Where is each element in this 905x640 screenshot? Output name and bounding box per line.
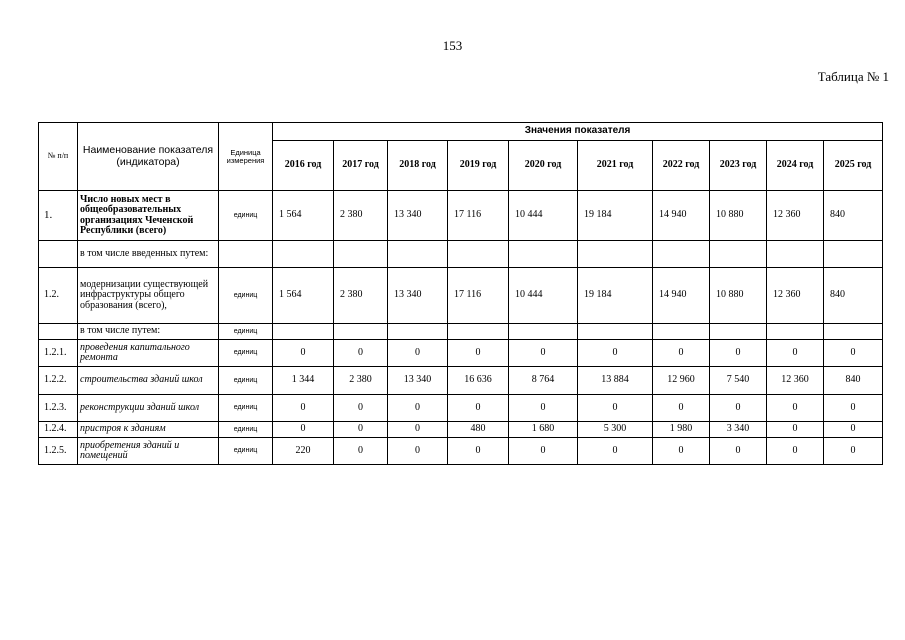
cell-value: 1 564: [273, 268, 334, 324]
cell-value: 10 444: [509, 268, 578, 324]
row-unit: единиц: [219, 395, 273, 422]
cell-value: 7 540: [710, 367, 767, 395]
row-unit: единиц: [219, 422, 273, 438]
cell-value: [653, 324, 710, 340]
cell-value: 0: [509, 395, 578, 422]
row-indicator-name: реконструкции зданий школ: [78, 395, 219, 422]
cell-value: 12 360: [767, 367, 824, 395]
row-number: 1.2.3.: [39, 395, 78, 422]
cell-value: 2 380: [334, 367, 388, 395]
row-indicator-name: в том числе введенных путем:: [78, 241, 219, 268]
row-indicator-name: приобретения зданий и помещений: [78, 438, 219, 465]
header-year: 2017 год: [334, 141, 388, 191]
cell-value: 480: [448, 422, 509, 438]
cell-value: 0: [334, 395, 388, 422]
header-year: 2023 год: [710, 141, 767, 191]
cell-value: 0: [388, 340, 448, 367]
row-number: 1.: [39, 191, 78, 241]
cell-value: 10 880: [710, 191, 767, 241]
row-unit: единиц: [219, 191, 273, 241]
cell-value: 0: [653, 340, 710, 367]
row-number: 1.2.: [39, 268, 78, 324]
cell-value: [578, 324, 653, 340]
cell-value: 12 360: [767, 268, 824, 324]
cell-value: [388, 324, 448, 340]
row-indicator-name: модернизации существующей инфраструктуры общего образования (всего),: [78, 268, 219, 324]
table-row: [39, 395, 883, 422]
cell-value: 0: [653, 438, 710, 465]
table-row: [39, 241, 883, 268]
cell-value: [824, 241, 883, 268]
cell-value: 0: [767, 422, 824, 438]
cell-value: 1 680: [509, 422, 578, 438]
cell-value: 14 940: [653, 268, 710, 324]
page-number: 153: [442, 38, 463, 53]
cell-value: [273, 324, 334, 340]
cell-value: 0: [578, 438, 653, 465]
cell-value: 0: [273, 395, 334, 422]
row-unit: единиц: [219, 268, 273, 324]
cell-value: [273, 241, 334, 268]
header-year: 2024 год: [767, 141, 824, 191]
cell-value: 840: [824, 191, 883, 241]
row-unit: [219, 241, 273, 268]
cell-value: [710, 324, 767, 340]
cell-value: 0: [767, 340, 824, 367]
row-indicator-name: строительства зданий школ: [78, 367, 219, 395]
table-row: [39, 422, 883, 438]
header-year: 2016 год: [273, 141, 334, 191]
cell-value: 13 340: [388, 367, 448, 395]
row-indicator-name: проведения капитального ремонта: [78, 340, 219, 367]
header-indicator-values: Значения показателя: [273, 123, 883, 141]
cell-value: 0: [710, 340, 767, 367]
cell-value: 13 340: [388, 191, 448, 241]
row-number: 1.2.4.: [39, 422, 78, 438]
table-label: Таблица № 1: [817, 69, 889, 84]
table-row: [39, 191, 883, 241]
cell-value: 0: [653, 395, 710, 422]
cell-value: 0: [334, 340, 388, 367]
cell-value: 10 444: [509, 191, 578, 241]
table-row: [39, 340, 883, 367]
header-year: 2020 год: [509, 141, 578, 191]
row-indicator-name: пристроя к зданиям: [78, 422, 219, 438]
cell-value: 12 960: [653, 367, 710, 395]
cell-value: 2 380: [334, 191, 388, 241]
cell-value: 13 340: [388, 268, 448, 324]
cell-value: 19 184: [578, 268, 653, 324]
cell-value: 840: [824, 367, 883, 395]
indicators-table: [38, 122, 883, 465]
cell-value: 0: [388, 395, 448, 422]
cell-value: 1 344: [273, 367, 334, 395]
cell-value: 3 340: [710, 422, 767, 438]
row-unit: единиц: [219, 324, 273, 340]
cell-value: 0: [824, 340, 883, 367]
cell-value: 0: [824, 438, 883, 465]
cell-value: 16 636: [448, 367, 509, 395]
row-indicator-name: в том числе путем:: [78, 324, 219, 340]
cell-value: 19 184: [578, 191, 653, 241]
cell-value: [334, 324, 388, 340]
cell-value: 17 116: [448, 268, 509, 324]
row-number: 1.2.2.: [39, 367, 78, 395]
cell-value: 0: [448, 395, 509, 422]
cell-value: [824, 324, 883, 340]
header-year: 2025 год: [824, 141, 883, 191]
cell-value: 1 564: [273, 191, 334, 241]
cell-value: 0: [388, 438, 448, 465]
cell-value: 8 764: [509, 367, 578, 395]
cell-value: 0: [824, 395, 883, 422]
cell-value: 0: [710, 438, 767, 465]
cell-value: 14 940: [653, 191, 710, 241]
header-number: № п/п: [39, 123, 78, 191]
cell-value: 0: [273, 340, 334, 367]
header-unit: Единица измерения: [219, 123, 273, 191]
cell-value: 220: [273, 438, 334, 465]
cell-value: [578, 241, 653, 268]
header-year: 2021 год: [578, 141, 653, 191]
row-number: 1.2.1.: [39, 340, 78, 367]
table-row: [39, 268, 883, 324]
cell-value: 0: [767, 395, 824, 422]
cell-value: [653, 241, 710, 268]
cell-value: 0: [334, 422, 388, 438]
cell-value: 2 380: [334, 268, 388, 324]
cell-value: [388, 241, 448, 268]
cell-value: [710, 241, 767, 268]
row-indicator-name: Число новых мест в общеобразовательных организациях Чеченской Республики (всего): [78, 191, 219, 241]
cell-value: 0: [509, 438, 578, 465]
cell-value: [509, 241, 578, 268]
header-year: 2018 год: [388, 141, 448, 191]
cell-value: 1 980: [653, 422, 710, 438]
table-row: [39, 324, 883, 340]
cell-value: 10 880: [710, 268, 767, 324]
cell-value: 0: [448, 438, 509, 465]
cell-value: 0: [273, 422, 334, 438]
row-unit: единиц: [219, 367, 273, 395]
table-row: [39, 367, 883, 395]
header-year: 2019 год: [448, 141, 509, 191]
cell-value: 0: [578, 395, 653, 422]
cell-value: 0: [448, 340, 509, 367]
cell-value: 0: [509, 340, 578, 367]
table-row: [39, 438, 883, 465]
row-number: [39, 324, 78, 340]
cell-value: 0: [710, 395, 767, 422]
cell-value: 840: [824, 268, 883, 324]
cell-value: 0: [578, 340, 653, 367]
cell-value: 13 884: [578, 367, 653, 395]
cell-value: [334, 241, 388, 268]
cell-value: [448, 324, 509, 340]
header-year: 2022 год: [653, 141, 710, 191]
row-unit: единиц: [219, 438, 273, 465]
cell-value: [509, 324, 578, 340]
cell-value: [767, 324, 824, 340]
cell-value: 17 116: [448, 191, 509, 241]
row-unit: единиц: [219, 340, 273, 367]
header-indicator-name: Наименование показателя (индикатора): [78, 123, 219, 191]
cell-value: 12 360: [767, 191, 824, 241]
row-number: 1.2.5.: [39, 438, 78, 465]
cell-value: 0: [824, 422, 883, 438]
cell-value: [448, 241, 509, 268]
cell-value: [767, 241, 824, 268]
row-number: [39, 241, 78, 268]
cell-value: 0: [334, 438, 388, 465]
cell-value: 0: [767, 438, 824, 465]
cell-value: 0: [388, 422, 448, 438]
cell-value: 5 300: [578, 422, 653, 438]
